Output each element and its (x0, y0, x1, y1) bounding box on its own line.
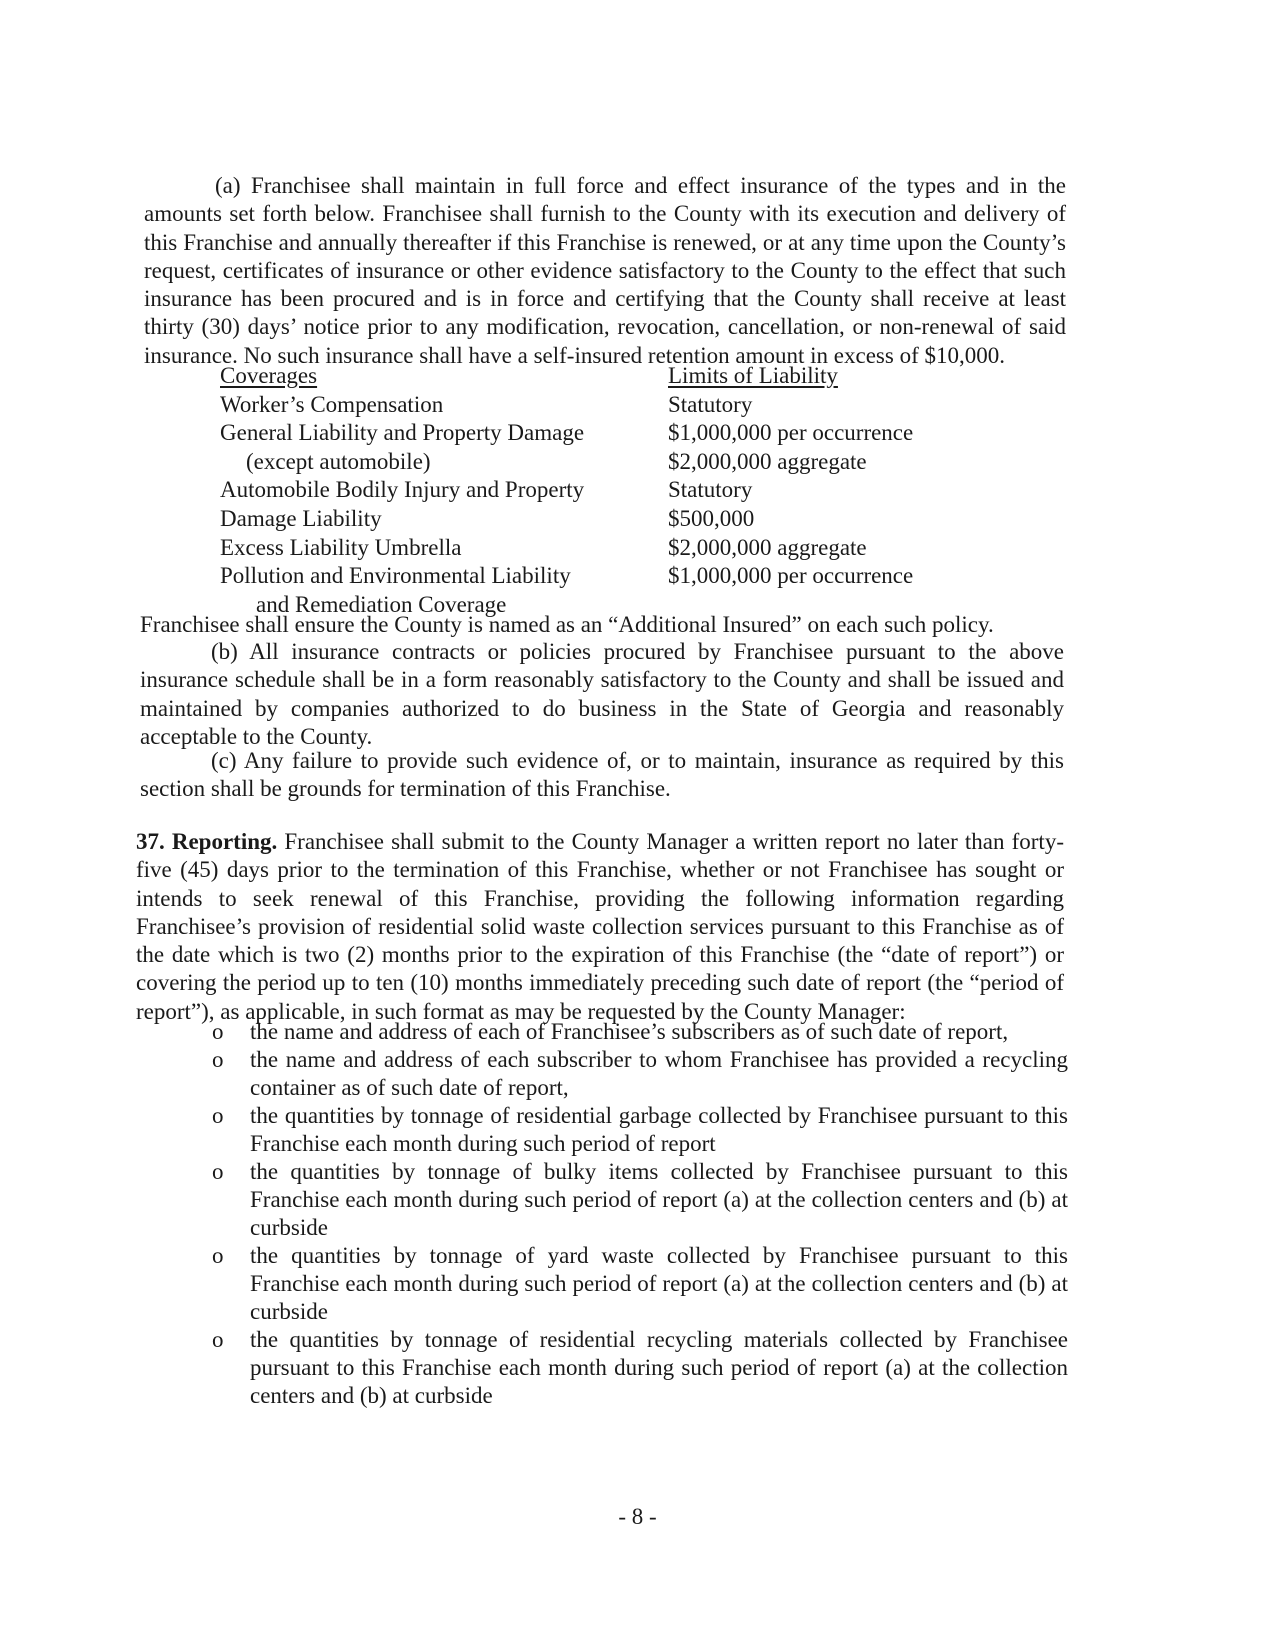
list-item (210, 1242, 1068, 1326)
coverage-row: General Liability and Property Damage (220, 420, 585, 446)
additional-insured-sentence: Franchisee shall ensure the County is named as an “Additional Insured” on each such policy. (140, 612, 994, 637)
coverage-row: Automobile Bodily Injury and Property (220, 477, 585, 503)
list-item (210, 1102, 1068, 1158)
list-item-text: the quantities by tonnage of yard waste collected by Franchisee pursuant to this Franchise each month during such period of report (a) at the collection centers and (b) at curbside (250, 1243, 1068, 1324)
list-item (210, 1158, 1068, 1242)
insurance-paragraph-c: (c) Any failure to provide such evidence of, or to maintain, insurance as required by this section shall be grounds for termination of this Franchise. (140, 748, 1064, 802)
list-item-text: the name and address of each of Franchisee’s subscribers as of such date of report, (250, 1019, 1009, 1044)
bullet-marker: o (212, 1243, 224, 1268)
reporting-heading: 37. Reporting. (136, 829, 278, 854)
bullet-marker: o (212, 1159, 224, 1184)
list-item (210, 1326, 1068, 1410)
reporting-bullet-list (210, 1018, 1068, 1410)
list-item-text: the quantities by tonnage of residential recycling materials collected by Franchisee pursuant to this Franchise each month during such period of report (a) at the collection centers and (b) at curbside (250, 1327, 1068, 1408)
bullet-marker: o (212, 1019, 224, 1044)
insurance-paragraph-b: (b) All insurance contracts or policies procured by Franchisee pursuant to the above insurance schedule shall be in a form reasonably satisfactory to the County and shall be issued and maintained by companies authorized to do business in the State of Georgia and reasonably acceptable to the County. (140, 639, 1064, 749)
limit-row: $2,000,000 aggregate (668, 448, 867, 474)
limit-row: $2,000,000 aggregate (668, 534, 867, 560)
list-item-text: the quantities by tonnage of residential garbage collected by Franchisee pursuant to this Franchise each month during such period of report (250, 1103, 1068, 1156)
bullet-marker: o (212, 1103, 224, 1128)
bullet-marker: o (212, 1047, 224, 1072)
coverage-row: (except automobile) (246, 448, 431, 474)
list-item (210, 1046, 1068, 1102)
coverages-header: Coverages (220, 363, 318, 388)
page-number: - 8 - (618, 1504, 657, 1529)
coverage-row: Pollution and Environmental Liability (220, 563, 571, 589)
coverage-row: Damage Liability (220, 505, 382, 531)
reporting-paragraph (136, 828, 1064, 1026)
reporting-body: Franchisee shall submit to the County Manager a written report no later than forty-five (45) days prior to the termination of this Franchise, whether or not Franchisee has sought or intends to seek renewal of this Franchise, providing the following information regarding Franchisee’s provision of residential solid waste collection services pursuant to this Franchise as of the date which is two (2) months prior to the expiration of this Franchise (the “date of report”) or covering the period up to ten (10) months immediately preceding such date of report (the “period of report”), as applicable, in such format as may be requested by the County Manager: (136, 829, 1064, 1024)
list-item-text: the quantities by tonnage of bulky items collected by Franchisee pursuant to this Franchise each month during such period of report (a) at the collection centers and (b) at curbside (250, 1159, 1068, 1240)
limit-row: $500,000 (668, 505, 755, 531)
limits-column (668, 362, 1048, 591)
limit-row: Statutory (668, 391, 753, 417)
coverage-row: Excess Liability Umbrella (220, 534, 462, 560)
bullet-marker: o (212, 1327, 224, 1352)
coverage-row: and Remediation Coverage (256, 591, 507, 617)
limit-row: Statutory (668, 477, 753, 503)
list-item-text: the name and address of each subscriber to whom Franchisee has provided a recycling container as of such date of report, (250, 1047, 1068, 1100)
coverage-row: Worker’s Compensation (220, 391, 444, 417)
coverages-column (220, 362, 640, 619)
list-item (210, 1018, 1068, 1046)
limit-row: $1,000,000 per occurrence (668, 563, 914, 589)
limit-row: $1,000,000 per occurrence (668, 420, 914, 446)
insurance-paragraph-a: (a) Franchisee shall maintain in full force and effect insurance of the types and in the amounts set forth below. Franchisee shall furnish to the County with its execution and delivery of this Franchise and annually thereafter if this Franchise is renewed, or at any time upon the County’s request, certificates of insurance or other evidence satisfactory to the County to the effect that such insurance has been procured and is in force and certifying that the County shall receive at least thirty (30) days’ notice prior to any modification, revocation, cancellation, or non-renewal of said insurance. No such insurance shall have a self-insured retention amount in excess of $10,000. (144, 173, 1066, 368)
limits-header: Limits of Liability (668, 363, 838, 388)
